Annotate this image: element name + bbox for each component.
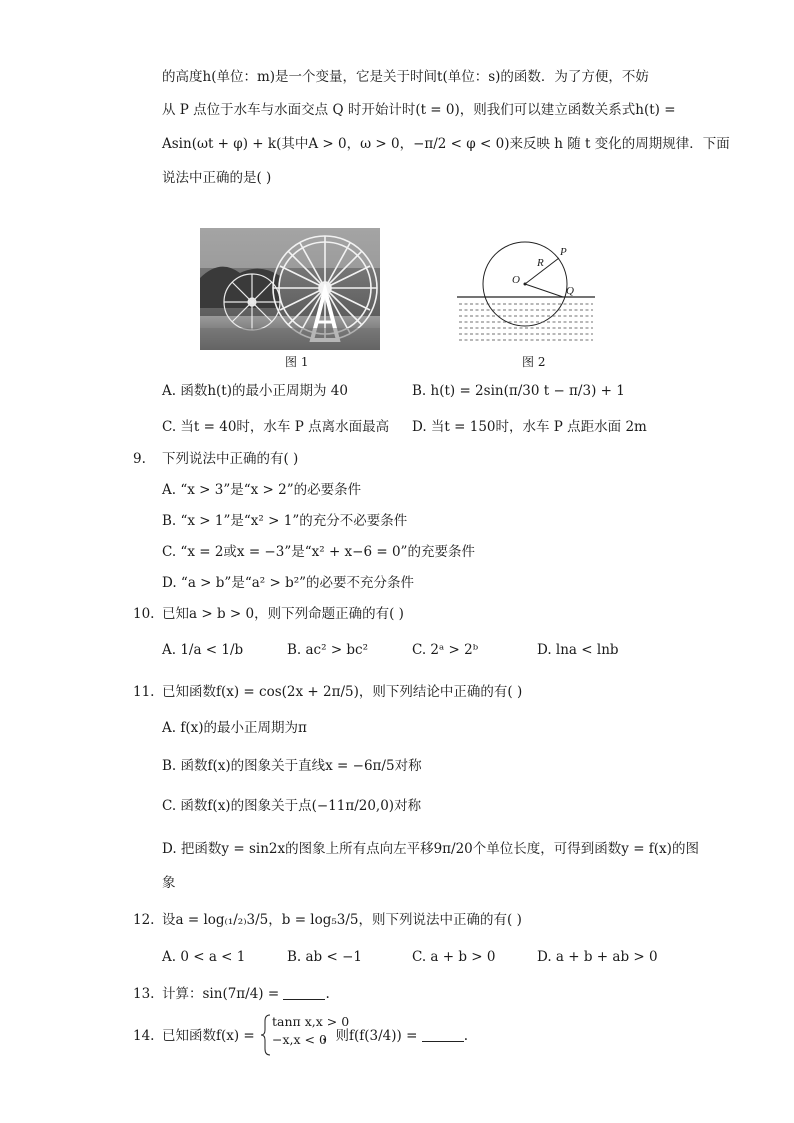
q8-stem-line3: Asin(ωt + φ) + k(其中A > 0，ω > 0，−π/2 < φ < 0)来反映 h 随 t 变化的周期规律．下面 <box>162 136 730 152</box>
q9-number: 9. <box>133 451 146 467</box>
figure1-caption: 图 1 <box>285 355 309 369</box>
wheel-diagram <box>455 228 597 350</box>
q12-option-c: C. a + b > 0 <box>412 949 496 965</box>
q8-option-b: B. h(t) = 2sin(π/30 t − π/3) + 1 <box>412 383 625 399</box>
q12-number: 12. <box>133 912 155 928</box>
q8-stem-line4: 说法中正确的是( ) <box>162 170 272 186</box>
q11-option-d-line1: D. 把函数y = sin2x的图象上所有点向左平移9π/20个单位长度，可得到函数y = f(x)的图 <box>162 841 699 857</box>
q14-stem-pre: 已知函数f(x) = <box>162 1028 255 1044</box>
wheel-diagram-art <box>455 228 597 350</box>
q10-option-c: C. 2ᵃ > 2ᵇ <box>412 642 479 658</box>
q10-option-b: B. ac² > bc² <box>287 642 369 658</box>
q11-option-a: A. f(x)的最小正周期为π <box>162 720 307 736</box>
piecewise-brace <box>260 1013 272 1057</box>
q11-number: 11. <box>133 684 155 700</box>
q11-stem: 已知函数f(x) = cos(2x + 2π/5)，则下列结论中正确的有( ) <box>162 684 523 700</box>
q11-option-b: B. 函数f(x)的图象关于直线x = −6π/5对称 <box>162 758 422 774</box>
q14-stem-post-row <box>322 1026 468 1046</box>
q12-option-b: B. ab < −1 <box>287 949 362 965</box>
q10-number: 10. <box>133 606 155 622</box>
q8-option-d: D. 当t = 150时，水车 P 点距水面 2m <box>412 419 647 435</box>
q13-answer-blank[interactable] <box>283 985 325 1000</box>
radius-line-oq <box>525 284 563 297</box>
q14-stem-post: ，则f(f(3/4)) = <box>322 1028 418 1044</box>
label-q: Q <box>566 285 574 297</box>
q9-option-d: D. “a > b”是“a² > b²”的必要不充分条件 <box>162 575 415 591</box>
q8-stem-line1: 的高度h(单位：m)是一个变量，它是关于时间t(单位：s)的函数．为了方便，不妨 <box>162 69 649 85</box>
q13-tail: . <box>325 986 330 1002</box>
q9-option-c: C. “x = 2或x = −3”是“x² + x−6 = 0”的充要条件 <box>162 544 475 560</box>
q11-option-c: C. 函数f(x)的图象关于点(−11π/20,0)对称 <box>162 798 422 814</box>
q12-option-a: A. 0 < a < 1 <box>162 949 246 965</box>
q12-stem: 设a = log₍₁/₂₎3/5，b = log₅3/5，则下列说法中正确的有( ) <box>162 912 522 928</box>
piecewise-case-2: −x,x < 0 <box>272 1032 327 1047</box>
q10-option-a: A. 1/a < 1/b <box>162 642 244 658</box>
q9-option-b: B. “x > 1”是“x² > 1”的充分不必要条件 <box>162 513 408 529</box>
q13-number: 13. <box>133 986 155 1002</box>
label-p: P <box>560 246 567 258</box>
label-o: O <box>512 274 520 286</box>
q8-stem-line2: 从 P 点位于水车与水面交点 Q 时开始计时(t = 0)，则我们可以建立函数关系式h(t) = <box>162 102 676 118</box>
q12-option-d: D. a + b + ab > 0 <box>537 949 658 965</box>
q13-stem-row <box>162 984 330 1004</box>
q14-tail: . <box>463 1028 468 1044</box>
piecewise-brace-art <box>260 1013 272 1057</box>
q10-option-d: D. lna < lnb <box>537 642 619 658</box>
label-r: R <box>537 257 544 269</box>
q13-stem: 计算：sin(7π/4) = <box>162 986 280 1002</box>
q14-number: 14. <box>133 1028 155 1044</box>
water-wheel-photo <box>200 228 380 350</box>
q11-option-d-line2: 象 <box>162 875 176 891</box>
piecewise-case-1: tanπ x,x > 0 <box>272 1014 350 1029</box>
water-wheel-photo-art <box>200 228 380 350</box>
q8-option-c: C. 当t = 40时，水车 P 点离水面最高 <box>162 419 390 435</box>
q9-stem: 下列说法中正确的有( ) <box>162 451 299 467</box>
q10-stem: 已知a > b > 0，则下列命题正确的有( ) <box>162 606 404 622</box>
q9-option-a: A. “x > 3”是“x > 2”的必要条件 <box>162 482 362 498</box>
q14-answer-blank[interactable] <box>422 1027 464 1042</box>
q8-option-a: A. 函数h(t)的最小正周期为 40 <box>162 383 348 399</box>
figure2-caption: 图 2 <box>522 355 546 369</box>
